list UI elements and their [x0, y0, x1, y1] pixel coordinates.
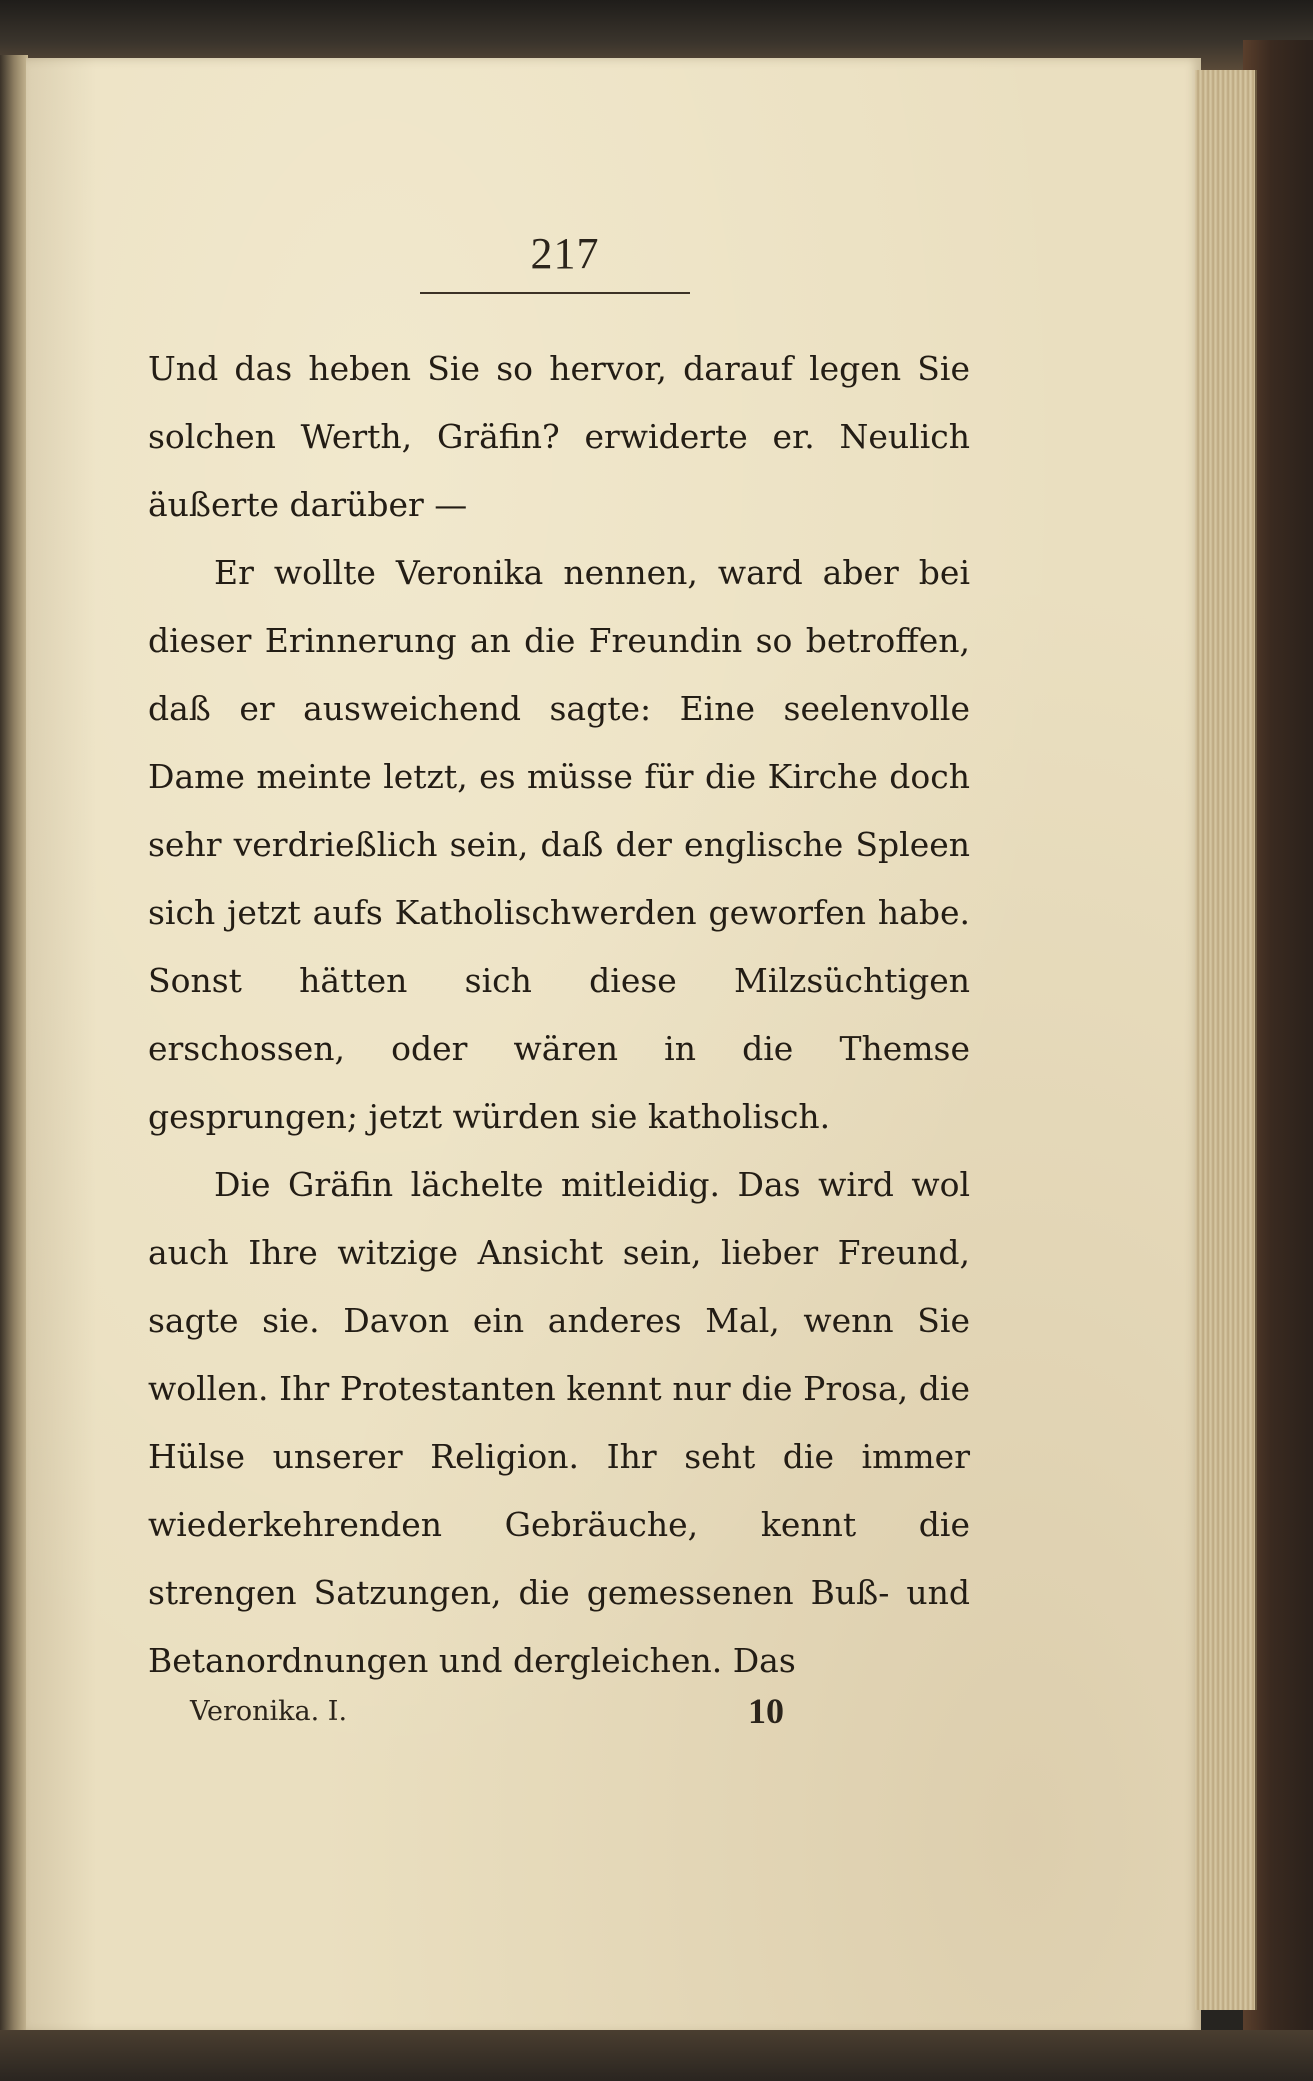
paragraph: Die Gräfin lächelte mitleidig. Das wird wol auch Ihre witzige Ansicht sein, lieber Freund, sagte sie. Davon ein anderes Mal, wenn Sie wollen. Ihr Protestanten kennt nur die Prosa, die Hülse unserer Religion. Ihr seht die immer wiederkehrenden Gebräuche, kennt die strengen Satzungen, die gemessenen Buß- und Betanordnungen und dergleichen. Das: [148, 1165, 970, 1680]
page-number: 217: [530, 229, 600, 278]
page-edges: [1195, 70, 1257, 2010]
book-cover-bottom: [0, 2030, 1313, 2081]
page-gutter: [0, 55, 28, 2045]
signature-number: 10: [748, 1691, 784, 1731]
page-footer: [190, 1690, 970, 1740]
body-text: [148, 335, 970, 1695]
signature-title: Veronika. I.: [190, 1696, 348, 1727]
paragraph: Er wollte Veronika nennen, ward aber bei dieser Erinnerung an die Freundin so betroffen, daß er ausweichend sagte: Eine seelenvolle Dame meinte letzt, es müsse für die Kirche doch sehr verdrießlich sein, daß der englische Spleen sich jetzt aufs Katholischwerden geworfen habe. Sonst hätten sich diese Milzsüchtigen erschossen, oder wären in die Themse gesprungen; jetzt würden sie katholisch.: [148, 553, 970, 1136]
paragraph: Und das heben Sie so hervor, darauf legen Sie solchen Werth, Gräfin? erwiderte er. Neulich äußerte darüber —: [148, 349, 970, 524]
header-rule: [420, 292, 690, 294]
